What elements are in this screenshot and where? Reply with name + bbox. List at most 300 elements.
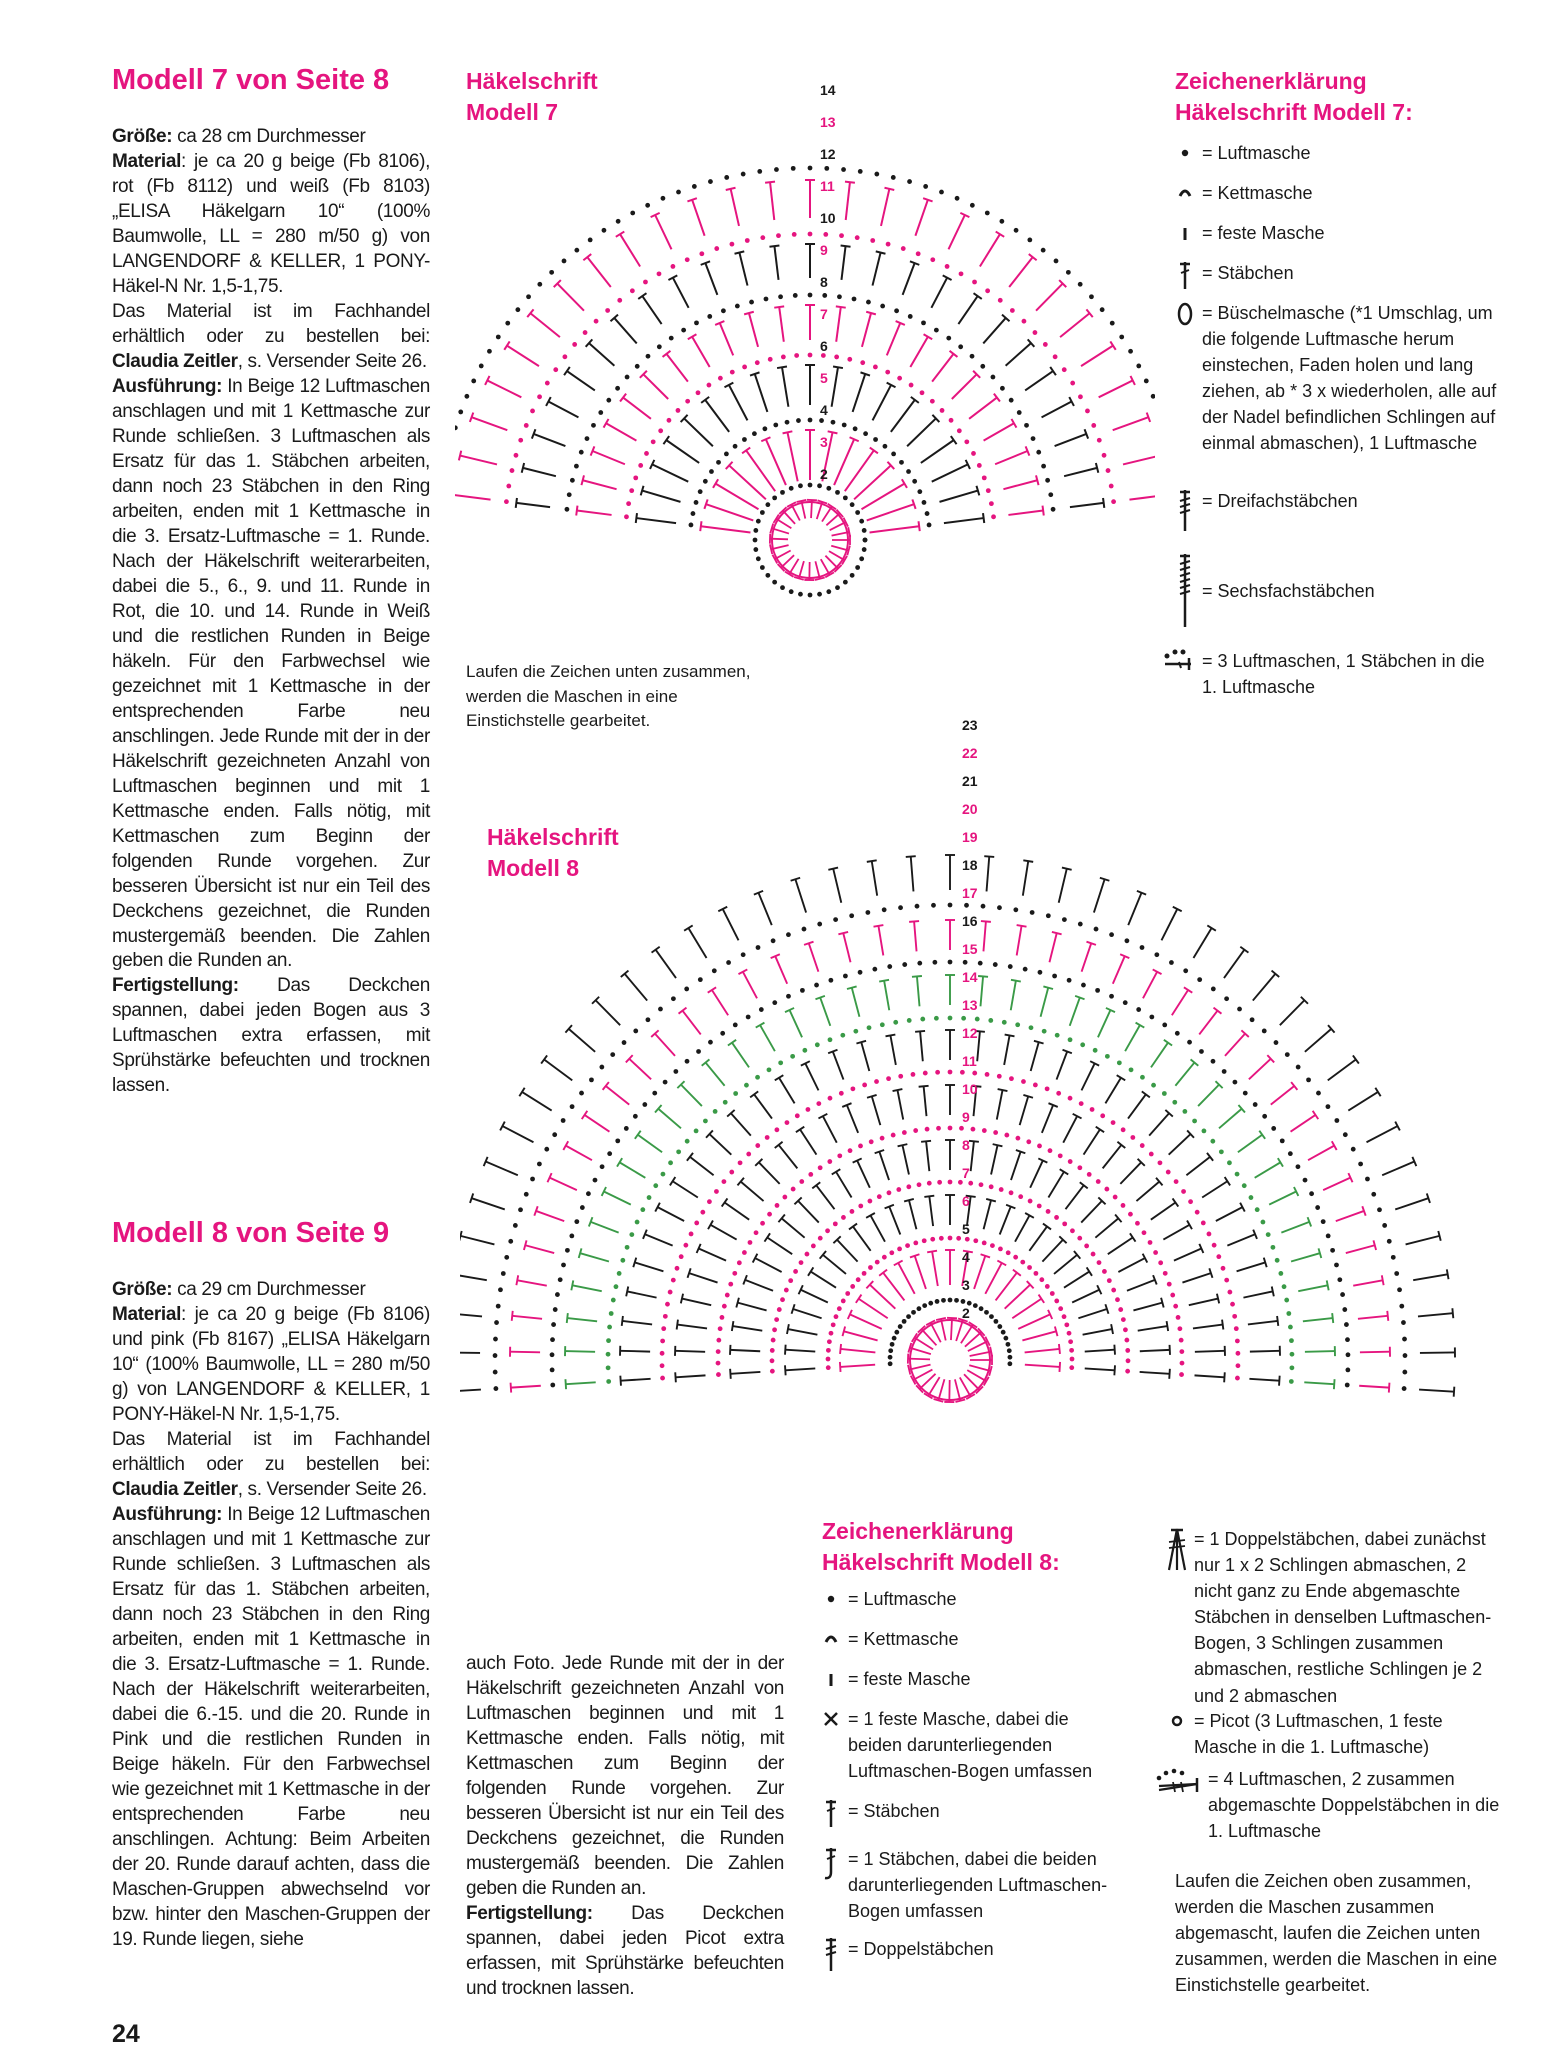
chain-dot [1016,1136,1021,1141]
chain-dot [1013,907,1018,912]
stitch-top-bar [1373,1240,1376,1250]
stitch-top-bar [1382,1275,1384,1285]
stitch-mark [1084,1129,1100,1154]
stitch-mark [683,1011,701,1035]
chain-dot [588,238,593,243]
chain-dot [869,1139,874,1144]
chain-dot [798,483,803,488]
stitch-mark [642,296,661,324]
double-crochet-icon [814,1798,848,1828]
chain-dot [902,1130,907,1135]
stitch-top-bar [909,921,919,922]
stitch-top-bar [735,251,745,253]
chain-dot [726,960,731,965]
stitch-mark [758,893,771,925]
chain-dot [625,375,630,380]
chain-dot [806,1107,811,1112]
chain-dot [808,293,813,298]
chain-dot [960,1070,965,1075]
chain-dot [562,259,567,264]
round-number: 5 [962,1221,970,1237]
stitch-top-bar [898,1144,908,1146]
chain-dot [920,390,925,395]
stitch-mark [1118,1258,1145,1272]
model7-legend-title [1175,66,1413,128]
stitch-mark [1225,1034,1245,1056]
chain-dot [685,257,690,262]
chain-dot [562,354,567,359]
chain-dot [971,1127,976,1132]
chain-dot [936,1126,941,1131]
model8-execution: In Beige 12 Luftmaschen anschlagen und mit 1 Kettmasche zur Runde schließen. 3 Luftmaschen als Ersatz für das 1. Stäbchen arbeiten, dann noch 23 Stäbchen in den Ring arbeiten, enden mit 1 Kettmasche in die 3. Ersatz-Luftmasche = 1. Runde. Nach der Häkelschrift weiterarbeiten, dabei die 6.-15. und die 20. Runde in Pink und die restlichen Runden in Beige häkeln. Für den Farbwechsel wie gezeichnet mit 1 Kettmasche in der entsprechenden Farbe neu anschlingen. Achtung: Beim Arbeiten der 20. Runde darauf achten, dass die Maschen-Gruppen abwechselnd vor bzw. hinter den Maschen-Gruppen der 19. Runde liegen, siehe [112,1503,430,1950]
stitch-mark [1291,1253,1320,1261]
round-number: 17 [962,885,978,901]
stitch-top-bar [924,1196,934,1197]
round-number: 16 [962,913,978,929]
chain-dot [788,1278,793,1283]
chain-dot [1249,1195,1254,1200]
chain-dot [1021,1079,1026,1084]
stitch-mark [983,921,985,951]
chain-dot [1288,1325,1293,1330]
chain-dot [927,1181,932,1186]
chain-dot [1290,1352,1295,1357]
stitch-mark [841,246,845,280]
chain-dot [902,962,907,967]
chain-dot [720,1315,725,1320]
stitch-mark [739,253,747,286]
chain-dot [1236,1351,1241,1356]
chain-dot [685,1059,690,1064]
chain-dot [823,232,828,237]
stitch-mark [985,1263,1001,1294]
chain-dot [963,960,968,965]
round-number: 14 [962,969,978,985]
model8-instructions [112,1278,430,1953]
stitch-top-bar [1130,1233,1136,1241]
chain-dot [928,1301,933,1306]
chain-dot [848,1148,853,1153]
chain-dot [561,1263,566,1268]
chain-dot [633,1114,638,1119]
chain-dot [1024,423,1029,428]
stitch-mark [731,1113,751,1135]
stitch-mark [536,1211,564,1221]
stitch-mark [853,374,866,412]
stitch-mark [1193,1325,1223,1329]
stitch-top-bar [951,436,957,444]
stitch-mark [977,1031,980,1061]
stitch-mark [1133,1303,1162,1311]
stitch-mark [699,1248,726,1260]
chain-dot [772,580,777,585]
stitch-mark [1078,1309,1107,1318]
chain-dot [515,307,520,312]
chain-dot [906,1184,911,1189]
stitch-top-bar [541,1055,547,1063]
stitch-top-bar [1387,1311,1388,1321]
stitch-mark [766,439,786,485]
model7-legend-item-dc [1168,260,1498,290]
model7-legend-title-line1: Zeichenerklärung [1175,68,1367,94]
stitch-top-bar [675,1372,676,1382]
stitch-mark [572,1285,601,1291]
chain-dot [1163,1271,1168,1276]
chain-dot [1008,964,1013,969]
model7-material: : je ca 20 g beige (Fb 8106), rot (Fb 8112) und weiß (Fb 8103) „ELISA Häkelgarn 10“ (100% Baumwolle, LL = 280 m/50 g) von LANGENDORF & KELLER, 1 PONY-Häkel-N Nr. 1,5-1,75. [112,150,430,297]
stitch-top-bar [1111,1324,1113,1334]
chain-dot [998,298,1003,303]
stitch-mark [689,1273,717,1282]
stitch-mark [510,1352,540,1353]
stitch-mark [834,439,854,485]
stitch-mark [1149,1113,1169,1135]
chain-dot [808,1172,813,1177]
round-number: 8 [820,274,828,290]
chain-dot [843,974,848,979]
chain-dot [661,1172,666,1177]
chain-dot [1069,1348,1074,1353]
stitch-mark [621,1379,651,1381]
chain-dot [663,1314,668,1319]
stitch-top-bar [565,1379,566,1389]
chain-dot [1111,1120,1116,1125]
stitch-top-bar [983,513,984,523]
stitch-top-bar [1319,1248,1322,1258]
stitch-mark [1305,1029,1331,1052]
round-number: 14 [820,82,836,98]
stitch-mark [793,1309,822,1318]
stitch-mark [1042,1240,1063,1262]
chain-dot [781,355,786,360]
stitch-top-bar [626,1286,628,1296]
chain-dot [789,486,794,491]
chain-dot [1037,1204,1042,1209]
stitch-mark [841,1349,876,1353]
chain-dot [1326,1104,1331,1109]
chain-dot [724,452,729,457]
stitch-top-bar [1103,498,1104,508]
chain-dot [799,1260,804,1265]
chain-dot [945,264,950,269]
legend-text: = Picot (3 Luftmaschen, 1 feste Masche in die 1. Luftmasche) [1194,1711,1443,1758]
chain-dot [972,1071,977,1076]
stitch-mark [941,1319,946,1340]
stitch-mark [569,1029,595,1052]
stitch-mark [730,1372,760,1374]
chain-dot [665,1302,670,1307]
chain-dot [961,1016,966,1021]
chain-dot [934,328,939,333]
model7-heading: Modell 7 von Seite 8 [112,64,390,96]
stitch-mark [655,1034,675,1056]
stitch-top-bar [1452,1308,1453,1318]
stitch-mark [534,434,566,446]
chain-dot [558,1277,563,1282]
chain-dot [694,500,699,505]
model7-diagram-title-line1: Häkelschrift [466,68,598,94]
chain-dot [1125,1348,1130,1353]
stitch-top-bar [622,1316,623,1326]
chain-dot [699,251,704,256]
stitch-mark [530,313,560,337]
chain-dot [1202,1128,1207,1133]
chain-dot [746,1015,751,1020]
chain-dot [730,242,735,247]
stitch-mark [585,1115,610,1132]
chain-dot [754,1230,759,1235]
stitch-top-bar [750,1091,758,1097]
stitch-mark [730,1350,760,1351]
stitch-top-bar [843,1326,846,1336]
chain-dot [545,381,550,386]
stitch-top-bar [728,1040,736,1046]
chain-dot [1278,1271,1283,1276]
stitch-mark [995,451,1027,464]
chain-dot [630,288,635,293]
stitch-mark [1054,1255,1077,1274]
stitch-top-bar [663,436,669,444]
stitch-top-bar [906,856,916,857]
chain-dot [574,464,579,469]
chain-dot [508,1239,513,1244]
chain-dot [1087,1172,1092,1177]
chain-dot [1042,1029,1047,1034]
chain-dot [1169,960,1174,965]
chain-dot [1070,381,1075,386]
stitch-top-bar [1096,1127,1104,1132]
chain-dot [708,179,713,184]
stitch-top-bar [1011,980,1021,982]
chain-dot [896,1187,901,1192]
chain-dot [1235,1172,1240,1177]
stitch-top-bar [670,1177,675,1185]
chain-dot [606,1352,611,1357]
chain-dot [786,994,791,999]
round-number: 12 [820,146,836,162]
chain-dot [617,298,622,303]
stitch-mark [1323,1178,1350,1190]
chain-dot [1179,1372,1184,1377]
chain-dot [464,394,469,399]
stitch-mark [472,1198,505,1209]
model7-supplier-rest: , s. Versender Seite 26. [237,350,427,372]
chain-dot [897,376,902,381]
stitch-mark [1143,972,1157,998]
stitch-mark [1336,1211,1364,1221]
chain-dot [1022,319,1027,324]
stitch-top-bar [519,1088,524,1096]
chain-dot [703,1119,708,1124]
round-number: 18 [962,857,978,873]
stitch-mark [636,518,676,523]
chain-dot [658,428,663,433]
chain-dot [668,1160,673,1165]
chain-dot [981,904,986,909]
chain-dot [748,1240,753,1245]
stitch-mark [1103,1145,1122,1168]
model8-legend-item-dc [814,1798,1114,1828]
chain-dot [948,1126,953,1131]
chain-dot [1036,450,1041,455]
stitch-mark [1237,1262,1266,1271]
chain-dot [908,314,913,319]
stitch-mark [1031,1042,1039,1071]
stitch-mark [798,1201,819,1223]
chain-dot [1056,1091,1061,1096]
model8-continued-text: auch Foto. Jede Runde mit der in der Häkelschrift gezeichneten Anzahl von Luftmaschen beginnen und mit 1 Kettmasche enden. Falls nötig, mit Kettmaschen zum Beginn der folgenden Runde vorgehen. Zur besseren Übersicht ist nur ein Teil des Deckchens gezeichnet, die Runden mustergemäß beenden. Die Zahlen geben die Runden an. [466,1653,784,1899]
stitch-mark [926,1141,929,1171]
chain-dot [965,1237,970,1242]
chain-dot [888,1348,893,1353]
chain-dot [496,1304,501,1309]
chain-dot [1038,970,1043,975]
stitch-mark [788,1329,817,1335]
chain-dot [691,511,696,516]
stitch-mark [729,385,748,420]
stitch-mark [1224,950,1244,978]
stitch-mark [460,1390,481,1392]
slip-stitch-icon [814,1626,848,1646]
chain-dot [606,1379,611,1384]
chain-dot [1062,1314,1067,1319]
round-number: 11 [820,178,835,194]
model8-finishing: Das Deckchen spannen, dabei jeden Picot extra erfassen, mit Sprühstärke befeuchten und trocknen lassen. [466,1902,784,1999]
chain-dot [724,175,729,180]
chain-dot [647,1195,652,1200]
chain-dot [1286,1311,1291,1316]
stitch-mark [1036,284,1063,311]
stitch-mark [931,278,947,308]
stitch-mark [614,318,636,344]
chain-dot [661,196,666,201]
stitch-top-bar [904,1199,914,1201]
stitch-top-bar [787,1324,789,1334]
chain-dot [930,399,935,404]
chain-dot [1080,1042,1085,1047]
stitch-mark [705,263,717,295]
chain-dot [1006,1342,1011,1347]
chain-dot [1048,1148,1053,1153]
legend-text: = feste Masche [848,1669,971,1689]
round-number: 8 [962,1137,970,1153]
chain-dot [971,451,976,456]
chain-dot [607,1151,612,1156]
chain-dot [709,469,714,474]
stitch-mark [1072,1290,1099,1303]
stitch-mark [1025,1365,1060,1367]
stitch-top-bar [1043,1224,1051,1230]
chain-dot [479,364,484,369]
stitch-mark [666,354,687,382]
chain-dot [1285,1052,1290,1057]
stitch-mark [1085,1350,1115,1352]
chain-dot [759,1007,764,1012]
stitch-mark [1189,1299,1218,1306]
chain-dot [1271,1126,1276,1131]
stitch-mark [706,504,753,520]
chain-dot [1023,967,1028,972]
stitch-top-bar [764,1233,770,1241]
chain-dot [530,409,535,414]
chain-dot [1243,1091,1248,1096]
chain-dot [767,1067,772,1072]
chain-dot [716,1361,721,1366]
stitch-mark [897,1090,903,1119]
chain-dot [982,1240,987,1245]
stitch-top-bar [677,1320,678,1330]
chain-dot [834,355,839,360]
chain-dot [940,408,945,413]
stitch-mark [853,1227,871,1251]
chain-dot [1326,1234,1331,1239]
stitch-top-bar [978,976,988,977]
stitch-mark [1108,1237,1133,1254]
stitch-top-bar [1114,1345,1115,1355]
stitch-mark [826,513,839,525]
chain-dot [1262,1029,1267,1034]
chain-dot [935,1070,940,1075]
chain-dot [722,1304,727,1309]
chain-dot [907,1018,912,1023]
stitch-mark [776,519,791,529]
stitch-mark [760,1025,775,1051]
stitch-top-bar [1023,860,1033,862]
stitch-mark [929,1196,933,1226]
chain-dot [863,431,868,436]
stitch-mark [944,518,984,523]
stitch-mark [974,1256,985,1289]
chain-dot [668,1290,673,1295]
stitch-mark [846,182,850,220]
chain-dot [624,1126,629,1131]
chain-dot [991,514,996,519]
chain-dot [1158,1160,1163,1165]
chain-dot [785,1120,790,1125]
chain-dot [796,418,801,423]
stitch-mark [805,1063,818,1090]
chain-dot [1027,238,1032,243]
chain-dot [651,439,656,444]
chain-dot [937,1180,942,1185]
stitch-top-bar [576,506,577,516]
chain-dot [790,1054,795,1059]
stitch-top-bar [582,1111,588,1119]
stitch-mark [587,257,611,287]
stitch-mark [1085,1368,1115,1370]
chain-dot [893,1020,898,1025]
chain-dot [756,519,761,524]
model7-finishing-label: Fertigstellung: [112,975,239,997]
chain-dot [930,257,935,262]
chain-dot [553,1307,558,1312]
chain-dot [1068,1037,1073,1042]
chain-dot [927,523,932,528]
chain-dot [909,383,914,388]
round-number: 23 [962,717,978,733]
model8-diagram-title-line2: Modell 8 [487,855,580,882]
stitch-top-bar [796,1127,804,1132]
chain-dot [1003,1336,1008,1341]
model8-supplier-name: Claudia Zeitler [112,1478,238,1500]
stitch-mark [821,559,830,575]
chain-dot [1066,270,1071,275]
model8-crochet-chart [460,700,1520,1490]
chain-dot [1096,1179,1101,1184]
chain-dot [723,1100,728,1105]
chain-dot [620,1258,625,1263]
chain-dot [537,394,542,399]
